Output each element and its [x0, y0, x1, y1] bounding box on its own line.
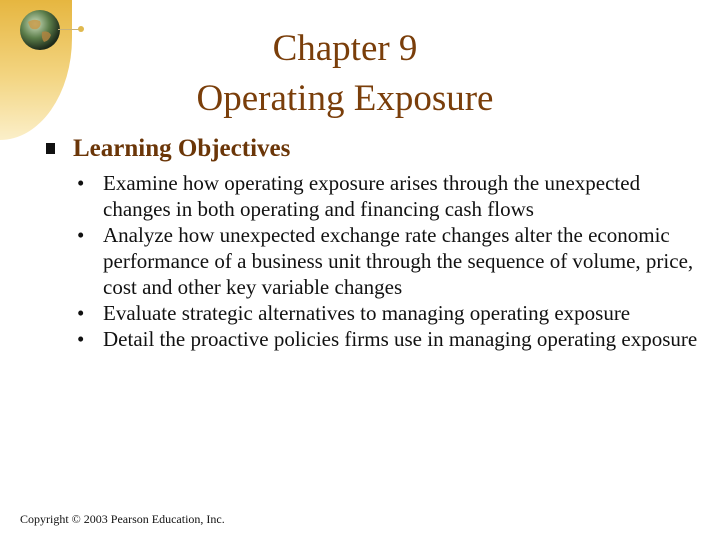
copyright-footer: Copyright © 2003 Pearson Education, Inc. — [20, 512, 225, 526]
objective-text: Analyze how unexpected exchange rate changes alter the economic performance of a business unit through the sequence of volume, price, cost and other key variable changes — [103, 223, 694, 299]
objective-text: Evaluate strategic alternatives to managing operating exposure — [103, 301, 631, 325]
slide-title — [110, 24, 580, 124]
list-item — [77, 326, 703, 352]
objective-text: Detail the proactive policies firms use in managing operating exposure — [103, 327, 698, 351]
square-bullet-icon — [46, 143, 55, 154]
round-bullet-icon: • — [77, 327, 85, 351]
title-line-2: Operating Exposure — [196, 78, 494, 119]
objective-text: Examine how operating exposure arises through the unexpected changes in both operating and financing cash flows — [103, 171, 641, 221]
round-bullet-icon: • — [77, 171, 85, 195]
round-bullet-icon: • — [77, 223, 85, 247]
list-item — [77, 222, 703, 300]
list-item — [77, 300, 703, 326]
decorative-line — [58, 29, 80, 30]
title-line-1: Chapter 9 — [272, 28, 418, 69]
section-heading — [46, 135, 290, 163]
globe-icon — [18, 8, 62, 52]
section-heading-text: Learning Objectives — [73, 135, 291, 162]
objectives-list — [77, 170, 703, 352]
round-bullet-icon: • — [77, 301, 85, 325]
decorative-dot — [78, 26, 84, 32]
list-item — [77, 170, 703, 222]
